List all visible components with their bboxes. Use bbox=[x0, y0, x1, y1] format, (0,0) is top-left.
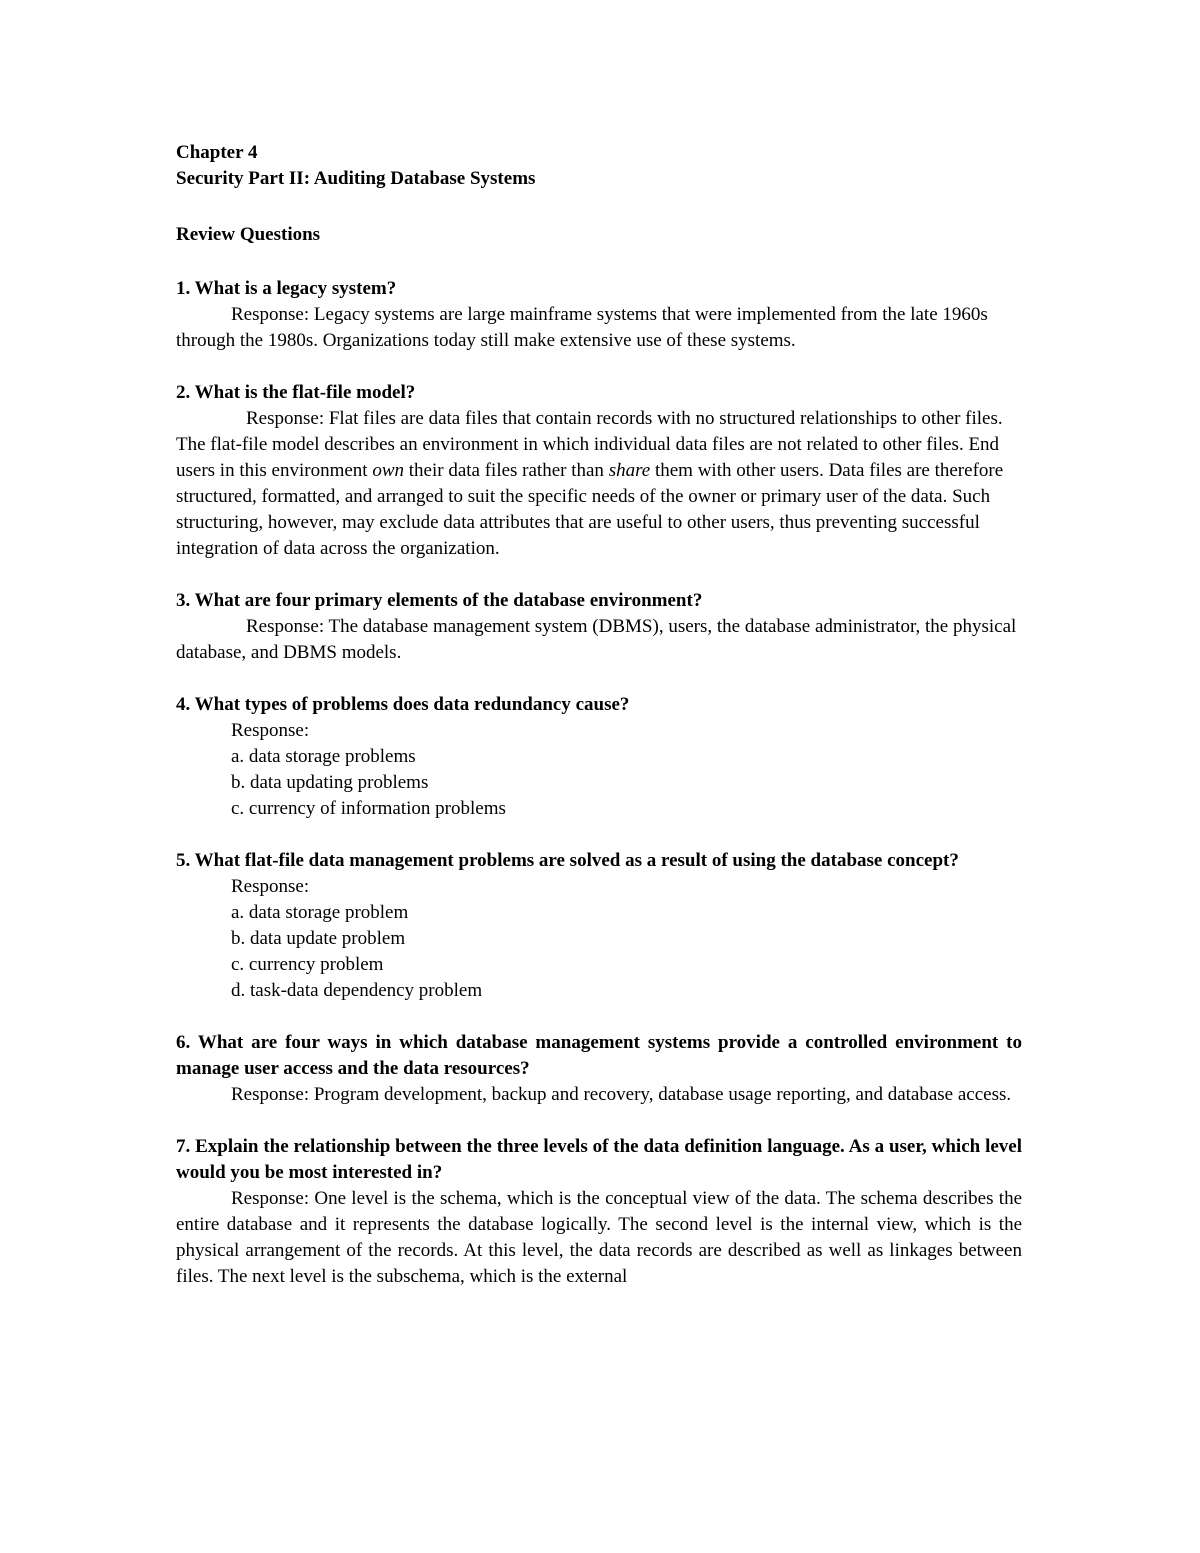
response-4-list bbox=[176, 744, 1022, 822]
question-5: 5. What flat-file data management problems are solved as a result of using the database concept? bbox=[176, 850, 959, 871]
question-block-2 bbox=[176, 380, 1022, 562]
question-3: 3. What are four primary elements of the database environment? bbox=[176, 590, 703, 611]
question-block-4 bbox=[176, 692, 1022, 822]
response-6: Response: Program development, backup and recovery, database usage reporting, and database access. bbox=[231, 1084, 1012, 1105]
question-block-1 bbox=[176, 276, 1022, 354]
list-item: c. currency problem bbox=[231, 954, 384, 975]
response-2 bbox=[176, 406, 1022, 562]
response-3: Response: The database management system (DBMS), users, the database administrator, the physical database, and DBMS models. bbox=[176, 616, 1017, 663]
response-2-part-3: them with other users. Data files are therefore structured, formatted, and arranged to suit the specific needs of the owner or primary user of the data. Such structuring, however, may exclude data attributes that are useful to other users, thus preventing successful integration of data across the organization. bbox=[176, 460, 1004, 559]
question-7: 7. Explain the relationship between the three levels of the data definition language. As a user, which level would you be most interested in? bbox=[176, 1136, 1022, 1183]
chapter-title: Security Part II: Auditing Database Systems bbox=[176, 168, 536, 189]
list-item: b. data update problem bbox=[231, 928, 406, 949]
list-item: a. data storage problem bbox=[231, 902, 409, 923]
response-2-part-1: Response: Flat files are data files that contain records with no structured relationships to other files. The flat-file model describes an environment in which individual data files are not related to other files. End users in this environment bbox=[176, 408, 1003, 481]
question-4: 4. What types of problems does data redundancy cause? bbox=[176, 694, 630, 715]
response-7: Response: One level is the schema, which is the conceptual view of the data. The schema describes the entire database and it represents the database logically. The second level is the internal view, which is the physical arrangement of the records. At this level, the data records are described as well as linkages between files. The next level is the subschema, which is the external bbox=[176, 1188, 1022, 1287]
response-5-list bbox=[176, 900, 1022, 1004]
chapter-number: Chapter 4 bbox=[176, 142, 258, 163]
question-2: 2. What is the flat-file model? bbox=[176, 382, 416, 403]
response-2-part-2: their data files rather than bbox=[404, 460, 609, 481]
question-block-7 bbox=[176, 1134, 1022, 1290]
response-2-emphasis-own: own bbox=[372, 460, 404, 481]
response-2-emphasis-share: share bbox=[608, 460, 651, 481]
question-block-5 bbox=[176, 848, 1022, 1004]
list-item: c. currency of information problems bbox=[231, 798, 506, 819]
response-4-label: Response: bbox=[231, 720, 310, 741]
response-1: Response: Legacy systems are large mainframe systems that were implemented from the late 1960s through the 1980s. Organizations today still make extensive use of these systems. bbox=[176, 304, 988, 351]
question-1: 1. What is a legacy system? bbox=[176, 278, 397, 299]
question-block-6 bbox=[176, 1030, 1022, 1108]
document-page bbox=[176, 140, 1022, 1290]
section-heading: Review Questions bbox=[176, 224, 321, 245]
question-6: 6. What are four ways in which database management systems provide a controlled environment to manage user access and the data resources? bbox=[176, 1032, 1022, 1079]
question-block-3 bbox=[176, 588, 1022, 666]
response-5-label: Response: bbox=[231, 876, 310, 897]
list-item: a. data storage problems bbox=[231, 746, 416, 767]
list-item: d. task-data dependency problem bbox=[231, 980, 483, 1001]
list-item: b. data updating problems bbox=[231, 772, 429, 793]
